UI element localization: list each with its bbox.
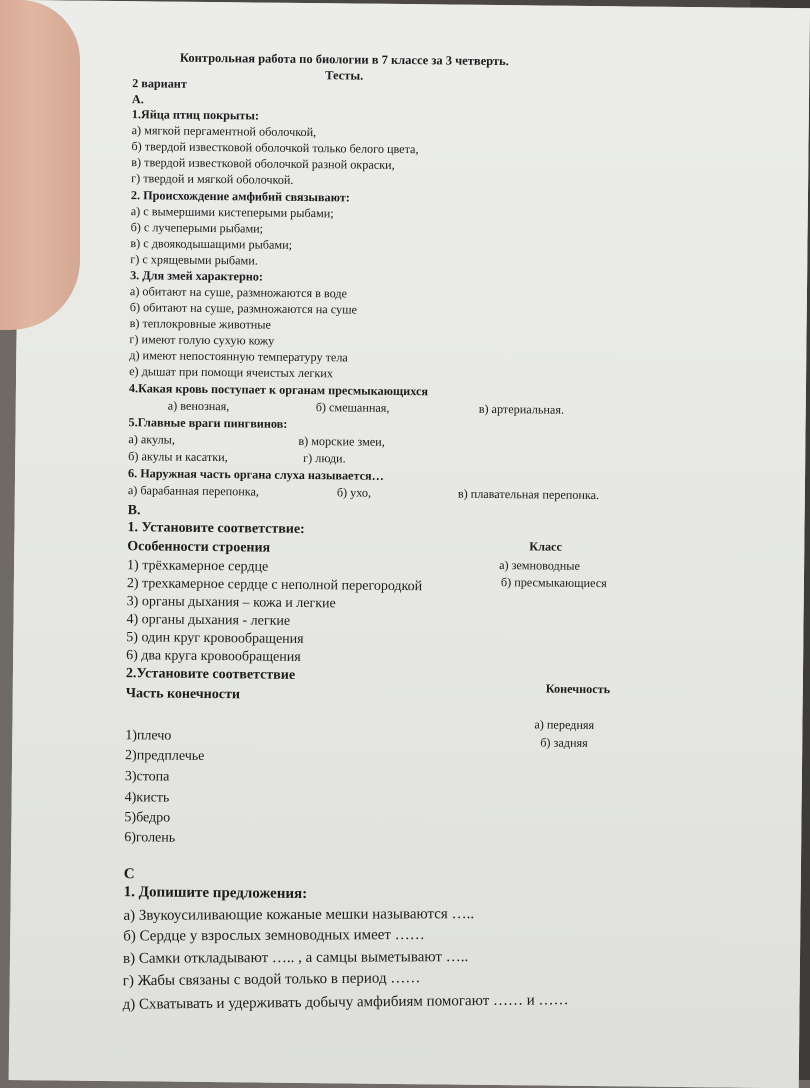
b2-item-5: 5)бедро	[124, 810, 171, 826]
q1-option-a: а) мягкой пергаментной оболочкой,	[131, 123, 317, 140]
q4-option-b: б) смешанная,	[315, 400, 390, 415]
q1-option-c: в) твердой известковой оболочкой разной окраски,	[131, 155, 395, 172]
paper-sheet	[9, 0, 810, 1088]
q4-option-a: а) венозная,	[167, 398, 230, 414]
q2-option-b: б) с лучеперыми рыбами;	[130, 220, 264, 236]
task-b2-right-header: Конечность	[545, 681, 611, 697]
q3-option-e: д) имеют непостоянную температуру тела	[129, 348, 348, 365]
b2-item-6: 6)голень	[124, 830, 176, 846]
c1-item-e: д) Схватывать и удерживать добычу амфибиям помогают …… и ……	[122, 992, 569, 1013]
q4-option-c: в) артериальная.	[478, 401, 565, 417]
q5-option-c: в) морские змеи,	[298, 433, 385, 449]
b2-limb-b: б) задняя	[540, 735, 588, 750]
question-1: 1.Яйца птиц покрыты:	[131, 107, 260, 123]
b1-item-2: 2) трехкамерное сердце с неполной перегородкой	[126, 576, 423, 595]
task-b2-title: 2.Установите соответствие	[125, 666, 296, 683]
q6-option-b: б) ухо,	[336, 485, 372, 500]
b1-class-a: а) земноводные	[499, 558, 580, 573]
b2-item-3: 3)стопа	[124, 769, 170, 785]
b1-class-b: б) пресмыкающиеся	[500, 575, 607, 591]
task-b1-right-header: Класс	[529, 539, 562, 554]
c1-item-a: а) Звукоусиливающие кожаные мешки называются …..	[123, 906, 475, 924]
q2-option-c: в) с двоякодышащими рыбами;	[130, 236, 293, 252]
b1-item-1: 1) трёхкамерное сердце	[127, 558, 269, 575]
c1-item-d: г) Жабы связаны с водой только в период ……	[122, 970, 421, 990]
title-text: Контрольная работа по биологии в 7 классе за 3 четверть.	[179, 50, 509, 69]
b1-item-6: 6) два круга кровообращения	[126, 648, 301, 665]
q1-option-b: б) твердой известковой оболочкой только белого цвета,	[131, 139, 419, 157]
b1-item-3: 3) органы дыхания – кожа и легкие	[126, 594, 336, 612]
b2-item-1: 1)плечо	[125, 728, 172, 744]
q6-option-a: а) барабанная перепонка,	[127, 483, 260, 499]
question-4: 4.Какая кровь поступает к органам пресмыкающихся	[128, 381, 429, 399]
q6-option-c: в) плавательная перепонка.	[457, 486, 600, 503]
thumb	[0, 0, 80, 330]
b1-item-5: 5) один круг кровообращения	[126, 630, 304, 648]
task-c1-title: 1. Допишите предложения:	[123, 884, 308, 903]
q1-option-d: г) твердой и мягкой оболочкой.	[131, 171, 294, 187]
q3-option-b: б) обитают на суше, размножаются на суше	[129, 300, 357, 317]
question-5: 5.Главные враги пингвинов:	[128, 415, 288, 431]
c1-item-c: в) Самки откладывают ….. , а самцы выметывают …..	[122, 949, 469, 967]
q3-option-f: е) дышат при помощи ячеистых легких	[129, 364, 334, 381]
b1-item-4: 4) органы дыхания - легкие	[126, 612, 291, 629]
task-b2-left-header: Часть конечности	[125, 686, 241, 703]
section-b-label: В.	[127, 503, 141, 519]
b2-limb-a: а) передняя	[534, 717, 595, 733]
question-6: 6. Наружная часть органа слуха называется…	[127, 466, 384, 483]
q3-option-d: г) имеют голую сухую кожу	[129, 332, 275, 348]
q2-option-d: г) с хрящевыми рыбами.	[130, 252, 258, 268]
b2-item-2: 2)предплечье	[125, 748, 205, 764]
task-b1-title: 1. Установите соответствие:	[127, 520, 305, 538]
variant-label: 2 вариант	[132, 76, 187, 91]
section-c-label: С	[123, 866, 135, 883]
q5-option-a: а) акулы,	[128, 432, 176, 447]
task-b1-left-header: Особенности строения	[127, 539, 271, 556]
c1-item-b: б) Сердце у взрослых земноводных имеет ……	[123, 926, 425, 945]
question-3: 3. Для змей характерно:	[130, 268, 264, 284]
subtitle-text: Тесты.	[325, 68, 364, 83]
b2-item-4: 4)кисть	[124, 790, 170, 806]
q5-option-b: б) акулы и касатки,	[128, 449, 228, 465]
q3-option-a: а) обитают на суше, размножаются в воде	[129, 284, 348, 301]
section-a-label: А.	[131, 92, 144, 107]
question-2: 2. Происхождение амфибий связывают:	[130, 188, 350, 205]
q3-option-c: в) теплокровные животные	[129, 316, 272, 332]
q5-option-d: г) люди.	[303, 450, 346, 466]
document-title	[134, 49, 554, 85]
q2-option-a: а) с вымершими кистеперыми рыбами;	[130, 204, 334, 221]
